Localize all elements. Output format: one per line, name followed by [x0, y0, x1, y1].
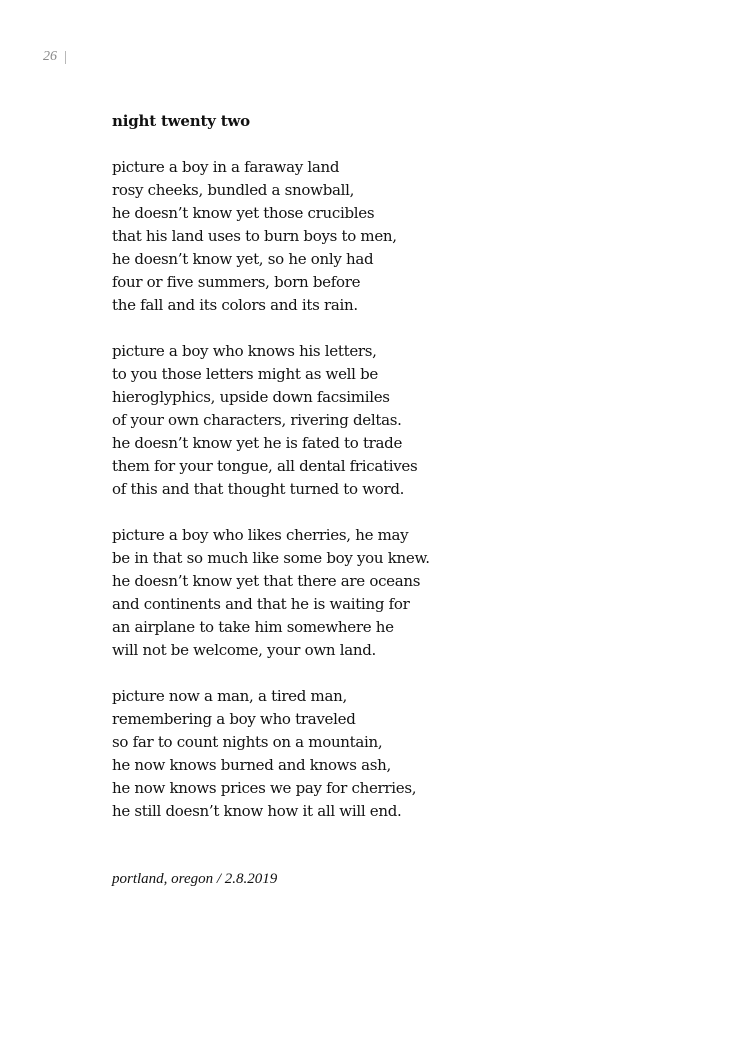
- poem-line: of your own characters, rivering deltas.: [112, 411, 402, 429]
- poem-line: four or five summers, born before: [112, 273, 361, 291]
- stanza-3: [112, 524, 672, 662]
- poem-line: picture now a man, a tired man,: [112, 687, 347, 705]
- poem-line: picture a boy who likes cherries, he may: [112, 526, 409, 544]
- page-header: [43, 49, 66, 65]
- poem-line: and continents and that he is waiting for: [112, 595, 410, 613]
- page-number: 26: [43, 49, 57, 64]
- poem-line: he now knows prices we pay for cherries,: [112, 779, 417, 797]
- poem-line: hieroglyphics, upside down facsimiles: [112, 388, 390, 406]
- poem-line: an airplane to take him somewhere he: [112, 618, 394, 636]
- poem-line: he doesn’t know yet he is fated to trade: [112, 434, 403, 452]
- poem-signature: portland, oregon / 2.8.2019: [112, 871, 278, 887]
- header-divider: [65, 51, 66, 64]
- poem-line: he doesn’t know yet those crucibles: [112, 204, 375, 222]
- stanza-4: [112, 685, 672, 823]
- poem-line: he doesn’t know yet, so he only had: [112, 250, 374, 268]
- poem-line: he doesn’t know yet that there are oceans: [112, 572, 421, 590]
- poem-line: so far to count nights on a mountain,: [112, 733, 383, 751]
- poem-line: picture a boy who knows his letters,: [112, 342, 377, 360]
- poem-line: rosy cheeks, bundled a snowball,: [112, 181, 355, 199]
- poem-line: picture a boy in a faraway land: [112, 158, 340, 176]
- poem-line: he now knows burned and knows ash,: [112, 756, 391, 774]
- poem-line: will not be welcome, your own land.: [112, 641, 376, 659]
- stanza-2: [112, 340, 672, 501]
- poem-line: them for your tongue, all dental fricatives: [112, 457, 418, 475]
- poem-line: he still doesn’t know how it all will end.: [112, 802, 402, 820]
- poem-title: night twenty two: [112, 112, 250, 130]
- poem-line: be in that so much like some boy you knew.: [112, 549, 430, 567]
- poem: [112, 110, 672, 846]
- poem-line: remembering a boy who traveled: [112, 710, 356, 728]
- poem-line: the fall and its colors and its rain.: [112, 296, 358, 314]
- poem-line: of this and that thought turned to word.: [112, 480, 405, 498]
- stanza-1: [112, 156, 672, 317]
- poem-line: to you those letters might as well be: [112, 365, 379, 383]
- poem-line: that his land uses to burn boys to men,: [112, 227, 397, 245]
